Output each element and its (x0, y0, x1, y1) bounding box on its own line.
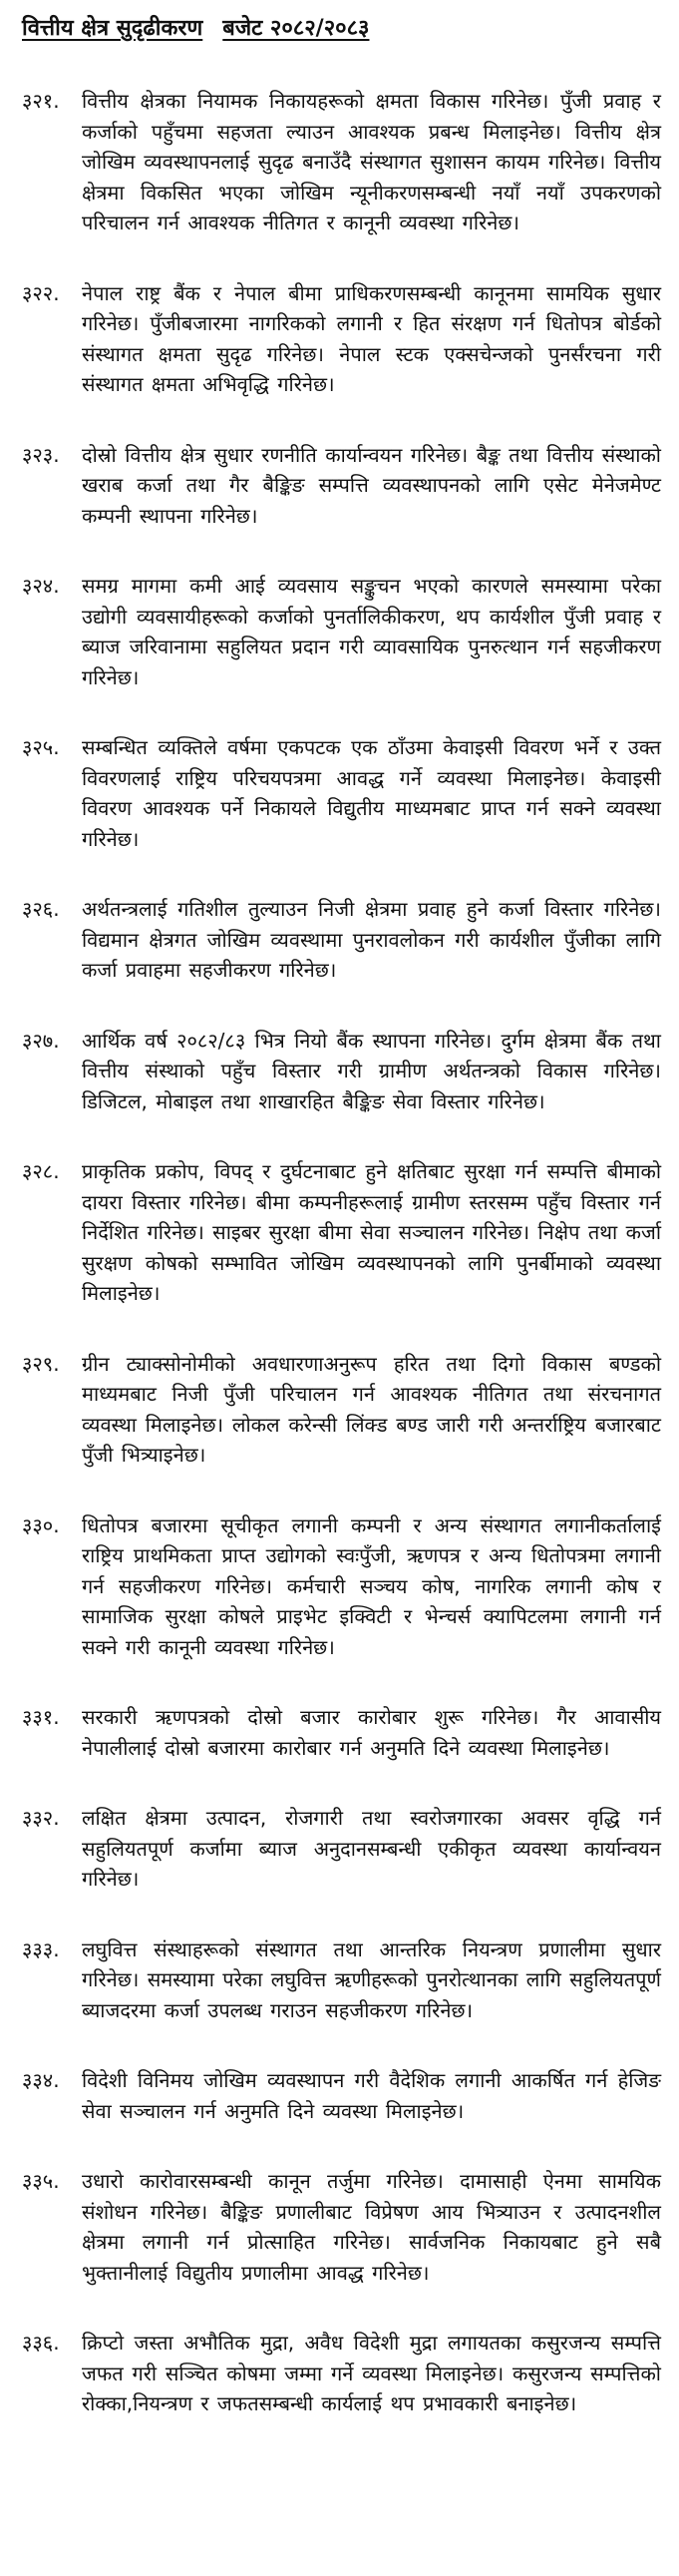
policy-item-text: आर्थिक वर्ष २०८२/८३ भित्र नियो बैंक स्थापना गरिनेछ। दुर्गम क्षेत्रमा बैंक तथा वित्तीय संस्थाको पहुँच विस्तार गरी ग्रामीण अर्थतन्त्रको विकास गरिनेछ। डिजिटल, मोबाइल तथा शाखारहित बैङ्किङ सेवा विस्तार गरिनेछ। (82, 1028, 661, 1113)
policy-item-number: ३३२. (22, 1806, 60, 1830)
policy-item (12, 1026, 661, 1117)
policy-item-text: ग्रीन ट्याक्सोनोमीको अवधारणाअनुरूप हरित तथा दिगो विकास बण्डको माध्यमबाट निजी पुँजी परिचालन गर्न आवश्यक नीतिगत तथा संरचनागत व्यवस्था मिलाइनेछ। लोकल करेन्सी लिंक्ड बण्ड जारी गरी अन्तर्राष्ट्रिय बजारबाट पुँजी भित्र्याइनेछ। (82, 1351, 661, 1467)
policy-item (12, 2065, 661, 2126)
policy-item-text: विदेशी विनिमय जोखिम व्यवस्थापन गरी वैदेशिक लगानी आकर्षित गर्न हेजिङ सेवा सञ्चालन गर्न अनुमति दिने व्यवस्था मिलाइनेछ। (82, 2068, 661, 2123)
policy-item-number: ३२१. (22, 89, 60, 113)
policy-item-text: क्रिप्टो जस्ता अभौतिक मुद्रा, अवैध विदेशी मुद्रा लगायतका कसुरजन्य सम्पत्ति जफत गरी सञ्चित कोषमा जम्मा गर्ने व्यवस्था मिलाइनेछ। कसुरजन्य सम्पत्तिको रोक्का,नियन्त्रण र जफतसम्बन्धी कार्यलाई थप प्रभावकारी बनाइनेछ। (82, 2331, 661, 2415)
policy-item (12, 1803, 661, 1895)
policy-item (12, 86, 661, 238)
policy-item-text: वित्तीय क्षेत्रका नियामक निकायहरूको क्षमता विकास गरिनेछ। पुँजी प्रवाह र कर्जाको पहुँचमा सहजता ल्याउन आवश्यक प्रबन्ध मिलाइनेछ। वित्तीय क्षेत्र जोखिम व्यवस्थापनलाई सुदृढ बनाउँदै संस्थागत सुशासन कायम गरिनेछ। वित्तीय क्षेत्रमा विकसित भएका जोखिम न्यूनीकरणसम्बन्धी नयाँ नयाँ उपकरणको परिचालन गर्न आवश्यक नीतिगत र कानूनी व्यवस्था गरिनेछ। (82, 89, 661, 234)
policy-item-list (12, 86, 661, 2419)
policy-item (12, 571, 661, 692)
policy-item (12, 2328, 661, 2419)
policy-item-number: ३२८. (22, 1159, 60, 1183)
policy-item-number: ३३४. (22, 2068, 60, 2092)
policy-item-number: ३३६. (22, 2331, 60, 2355)
policy-item-text: प्राकृतिक प्रकोप, विपद् र दुर्घटनाबाट हुने क्षतिबाट सुरक्षा गर्न सम्पत्ति बीमाको दायरा विस्तार गरिनेछ। बीमा कम्पनीहरूलाई ग्रामीण स्तरसम्म पहुँच विस्तार गर्न निर्देशित गरिनेछ। साइबर सुरक्षा बीमा सेवा सञ्चालन गरिनेछ। निक्षेप तथा कर्जा सुरक्षण कोषको सम्भावित जोखिम व्यवस्थापनको लागि पुनर्बीमाको व्यवस्था मिलाइनेछ। (82, 1159, 661, 1305)
policy-item-text: सरकारी ऋणपत्रको दोस्रो बजार कारोबार शुरू गरिनेछ। गैर आवासीय नेपालीलाई दोस्रो बजारमा कारोबार गर्न अनुमति दिने व्यवस्था मिलाइनेछ। (82, 1705, 661, 1760)
policy-item-number: ३२६. (22, 897, 60, 921)
policy-item-text: लघुवित्त संस्थाहरूको संस्थागत तथा आन्तरिक नियन्त्रण प्रणालीमा सुधार गरिनेछ। समस्यामा परेका लघुवित्त ऋणीहरूको पुनरोत्थानका लागि सहुलियतपूर्ण ब्याजदरमा कर्जा उपलब्ध गराउन सहजीकरण गरिनेछ। (82, 1936, 661, 2022)
policy-item-number: ३३०. (22, 1512, 60, 1537)
policy-item-number: ३२९. (22, 1351, 60, 1376)
policy-item-number: ३२७. (22, 1028, 60, 1053)
policy-item-number: ३२२. (22, 280, 60, 305)
policy-item-number: ३२३. (22, 442, 60, 467)
policy-item-number: ३२४. (22, 574, 60, 598)
policy-item-text: दोस्रो वित्तीय क्षेत्र सुधार रणनीति कार्यान्वयन गरिनेछ। बैङ्क तथा वित्तीय संस्थाको खराब कर्जा तथा गैर बैङ्किङ सम्पत्ति व्यवस्थापनको लागि एसेट मेनेजमेण्ट कम्पनी स्थापना गरिनेछ। (82, 442, 661, 528)
policy-item (12, 1934, 661, 2026)
policy-item-number: ३३५. (22, 2169, 60, 2193)
policy-item (12, 2166, 661, 2288)
document-header (22, 12, 661, 46)
policy-item-text: सम्बन्धित व्यक्तिले वर्षमा एकपटक एक ठाँउमा केवाइसी विवरण भर्ने र उक्त विवरणलाई राष्ट्रिय परिचयपत्रमा आवद्ध गर्ने व्यवस्था मिलाइनेछ। केवाइसी विवरण आवश्यक पर्ने निकायले विद्युतीय माध्यमबाट प्राप्त गर्न सक्ने व्यवस्था गरिनेछ। (82, 735, 661, 851)
policy-item-text: उधारो कारोवारसम्बन्धी कानून तर्जुमा गरिनेछ। दामासाही ऐनमा सामयिक संशोधन गरिनेछ। बैङ्किङ प्रणालीबाट विप्रेषण आय भित्र्याउन र उत्पादनशील क्षेत्रमा लगानी गर्न प्रोत्साहित गरिनेछ। सार्वजनिक निकायबाट हुने सबै भुक्तानीलाई विद्युतीय प्रणालीमा आवद्ध गरिनेछ। (82, 2169, 661, 2285)
policy-item (12, 440, 661, 532)
policy-item-text: धितोपत्र बजारमा सूचीकृत लगानी कम्पनी र अन्य संस्थागत लगानीकर्तालाई राष्ट्रिय प्राथमिकता प्राप्त उद्योगको स्वःपुँजी, ऋणपत्र र अन्य धितोपत्रमा लगानी गर्न सहजीकरण गरिनेछ। कर्मचारी सञ्चय कोष, नागरिक लगानी कोष र सामाजिक सुरक्षा कोषले प्राइभेट इक्विटी र भेन्चर्स क्यापिटलमा लगानी गर्न सक्ने गरी कानूनी व्यवस्था गरिनेछ। (82, 1512, 661, 1659)
policy-item-text: नेपाल राष्ट्र बैंक र नेपाल बीमा प्राधिकरणसम्बन्धी कानूनमा सामयिक सुधार गरिनेछ। पुँजीबजारमा नागरिकको लगानी र हित संरक्षण गर्न धितोपत्र बोर्डको संस्थागत क्षमता सुदृढ गरिनेछ। नेपाल स्टक एक्सचेन्जको पुनर्संरचना गरी संस्थागत क्षमता अभिवृद्धि गरिनेछ। (82, 280, 661, 396)
section-title: वित्तीय क्षेत्र सुदृढीकरण (22, 16, 203, 41)
policy-item-text: लक्षित क्षेत्रमा उत्पादन, रोजगारी तथा स्वरोजगारका अवसर वृद्धि गर्न सहुलियतपूर्ण कर्जामा ब्याज अनुदानसम्बन्धी एकीकृत व्यवस्था कार्यान्वयन गरिनेछ। (82, 1806, 661, 1891)
budget-label: बजेट २०८२/२०८३ (222, 16, 370, 41)
policy-item (12, 1156, 661, 1309)
policy-item (12, 732, 661, 854)
policy-item-text: समग्र मागमा कमी आई व्यवसाय सङ्कुचन भएको कारणले समस्यामा परेका उद्योगी व्यवसायीहरूको कर्जाको पुनर्तालिकीकरण, थप कार्यशील पुँजी प्रवाह र ब्याज जरिवानामा सहुलियत प्रदान गरी व्यावसायिक पुनरुत्थान गर्न सहजीकरण गरिनेछ। (82, 574, 661, 689)
policy-item-text: अर्थतन्त्रलाई गतिशील तुल्याउन निजी क्षेत्रमा प्रवाह हुने कर्जा विस्तार गरिनेछ। विद्यमान क्षेत्रगत जोखिम व्यवस्थामा पुनरावलोकन गरी कार्यशील पुँजीका लागि कर्जा प्रवाहमा सहजीकरण गरिनेछ। (82, 897, 661, 982)
policy-item-number: ३३१. (22, 1705, 60, 1729)
policy-item (12, 1510, 661, 1663)
policy-item (12, 1349, 661, 1471)
policy-item-number: ३२५. (22, 735, 60, 759)
policy-item (12, 278, 661, 400)
policy-item-number: ३३३. (22, 1936, 60, 1961)
policy-item (12, 1702, 661, 1763)
policy-item (12, 894, 661, 986)
